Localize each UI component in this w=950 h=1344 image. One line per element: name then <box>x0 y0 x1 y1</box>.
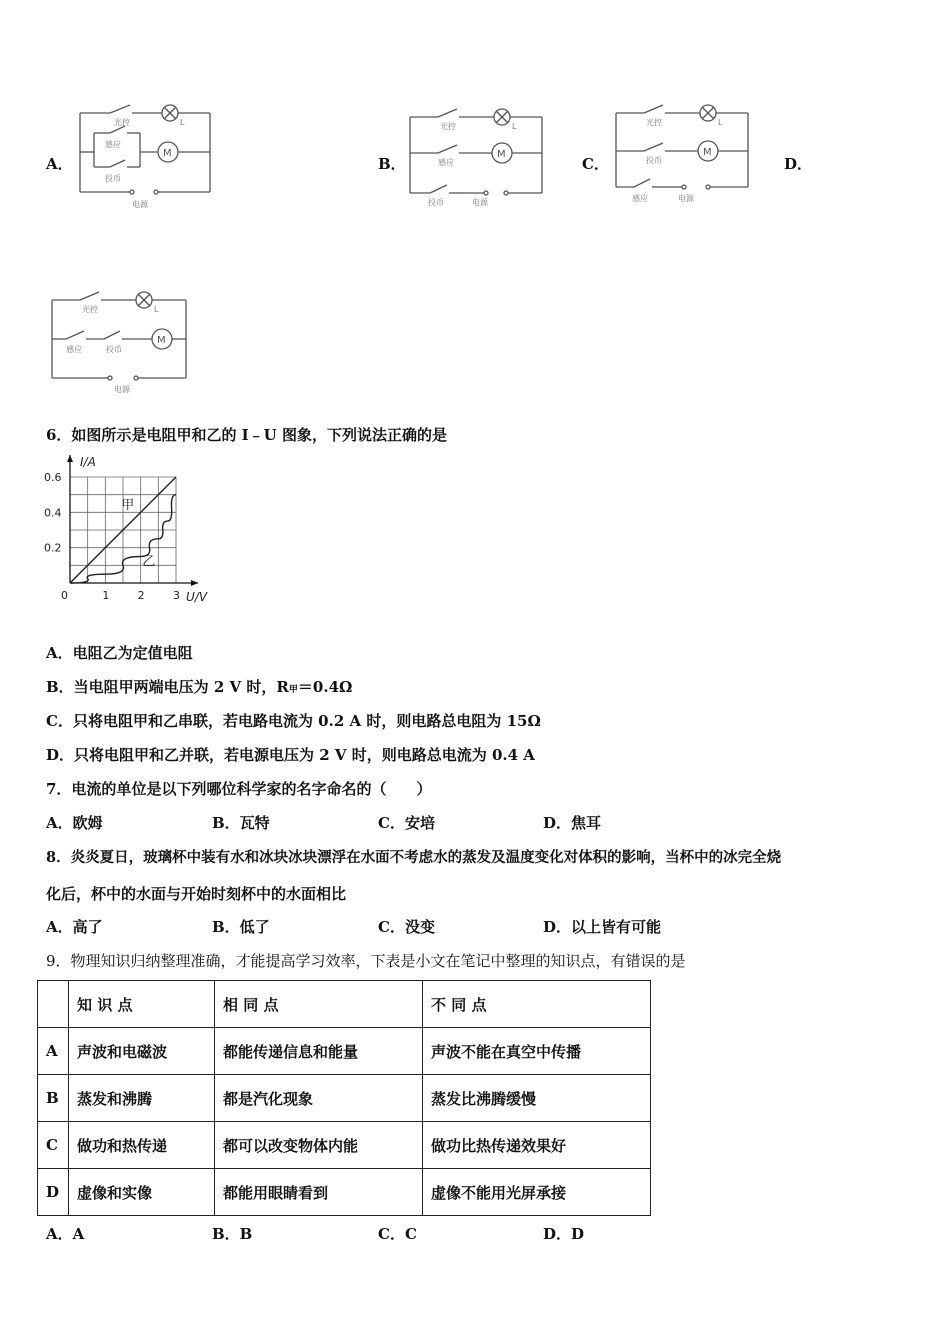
table-cell: D <box>38 1169 69 1216</box>
q5c-sense-label: 感应 <box>632 194 648 203</box>
q6-option-b-sub: 甲 <box>288 685 298 695</box>
y-axis-label: I/A <box>80 455 96 469</box>
q8-option-d: D．以上皆有可能 <box>543 918 662 936</box>
q8-stem-line1: 8．炎炎夏日，玻璃杯中装有水和冰块冰块漂浮在水面不考虑水的蒸发及温度变化对体积的影响，当杯中的冰完全烧 <box>46 849 782 866</box>
table-cell: 声波不能在真空中传播 <box>423 1028 651 1075</box>
q5-option-a-label: A． <box>46 155 73 173</box>
table-cell: 虚像不能用光屏承接 <box>423 1169 651 1216</box>
q5b-sense-label: 感应 <box>438 158 454 167</box>
q5d-light-label: 光控 <box>82 305 98 314</box>
q5c-light-label: 光控 <box>646 118 662 127</box>
q5b-light-label: 光控 <box>440 122 456 131</box>
q5a-power-label: 电源 <box>132 200 148 209</box>
y-axis-arrow <box>67 455 73 462</box>
q7-option-d: D．焦耳 <box>543 814 602 832</box>
q8-option-b: B．低了 <box>212 918 270 936</box>
q5-circuit-c <box>608 95 758 210</box>
q5d-motor-label: M <box>157 335 166 346</box>
q5a-sense-label: 感应 <box>105 140 121 149</box>
q9-option-d: D．D <box>543 1225 585 1243</box>
x-tick-label: 3 <box>173 589 180 602</box>
y-tick-label: 0.4 <box>44 506 62 520</box>
q9-option-c: C．C <box>378 1225 417 1243</box>
q5d-coin-label: 投币 <box>106 345 122 354</box>
q8-option-c: C．没变 <box>378 918 435 936</box>
q5a-coin-label: 投币 <box>105 174 121 183</box>
series-label-jia: 甲 <box>121 497 135 513</box>
x-tick-label: 2 <box>137 589 145 602</box>
table-cell: 都能传递信息和能量 <box>215 1028 423 1075</box>
iu-chart <box>40 452 220 612</box>
table-cell: C <box>38 1122 69 1169</box>
q5a-light-label: 光控 <box>114 118 130 127</box>
chart-ticks <box>44 471 180 602</box>
table-header-cell: 相 同 点 <box>215 981 423 1028</box>
q7-option-b: B．瓦特 <box>212 814 270 832</box>
q5-circuit-a <box>70 95 220 210</box>
knowledge-table <box>37 980 651 1216</box>
table-cell: 都是汽化现象 <box>215 1075 423 1122</box>
table-cell: 做功和热传递 <box>69 1122 215 1169</box>
q5-circuit-d <box>44 288 204 398</box>
table-row <box>38 1169 651 1216</box>
table-header-cell <box>38 981 69 1028</box>
q5a-lamp-label: L <box>180 118 185 127</box>
table-row <box>38 1122 651 1169</box>
table-cell: 声波和电磁波 <box>69 1028 215 1075</box>
table-header-row <box>38 981 651 1028</box>
q5b-power-label: 电源 <box>472 198 488 207</box>
x-axis-arrow <box>191 580 198 586</box>
q5d-power-label: 电源 <box>114 385 130 394</box>
q8-stem-line2: 化后，杯中的水面与开始时刻杯中的水面相比 <box>46 885 347 903</box>
q7-stem: 7．电流的单位是以下列哪位科学家的名字命名的（ ） <box>46 780 432 798</box>
q5c-motor-label: M <box>703 147 712 158</box>
x-tick-label: 1 <box>102 589 110 602</box>
q5-option-d-label: D． <box>784 155 813 173</box>
q5d-sense-label: 感应 <box>66 345 82 354</box>
y-tick-label: 0.6 <box>44 471 62 484</box>
q7-option-c: C．安培 <box>378 814 435 832</box>
table-row <box>38 1028 651 1075</box>
q6-option-a: A．电阻乙为定值电阻 <box>46 644 193 662</box>
table-header-cell: 不 同 点 <box>423 981 651 1028</box>
table-cell: 做功比热传递效果好 <box>423 1122 651 1169</box>
y-tick-label: 0.2 <box>44 541 62 555</box>
table-cell: 虚像和实像 <box>69 1169 215 1216</box>
x-tick-label: 0 <box>61 589 68 602</box>
q6-option-b-end: ＝0.4Ω <box>297 678 353 696</box>
q6-option-b <box>46 676 352 697</box>
table-cell: A <box>38 1028 69 1075</box>
q6-option-c: C．只将电阻甲和乙串联，若电路电流为 0.2 A 时，则电路总电阻为 15Ω <box>46 712 541 730</box>
q6-stem: 6．如图所示是电阻甲和乙的 I﹣U 图象，下列说法正确的是 <box>46 426 447 444</box>
series-label-yi: 乙 <box>142 554 156 570</box>
q6-option-b-text: B．当电阻甲两端电压为 2 V 时，R <box>46 678 289 696</box>
q5c-lamp-label: L <box>718 118 723 127</box>
table-row <box>38 1075 651 1122</box>
q5b-motor-label: M <box>497 149 506 160</box>
q5b-coin-label: 投币 <box>428 198 444 207</box>
q5c-coin-label: 投币 <box>646 156 662 165</box>
q6-option-d: D．只将电阻甲和乙并联，若电源电压为 2 V 时，则电路总电流为 0.4 A <box>46 746 535 764</box>
q5-option-b-label: B． <box>378 155 406 173</box>
q5d-lamp-label: L <box>154 305 159 314</box>
q9-stem: 9．物理知识归纳整理准确，才能提高学习效率，下表是小文在笔记中整理的知识点，有错误的是 <box>46 952 686 970</box>
table-cell: 都可以改变物体内能 <box>215 1122 423 1169</box>
table-header-cell: 知 识 点 <box>69 981 215 1028</box>
table-cell: 都能用眼睛看到 <box>215 1169 423 1216</box>
table-cell: B <box>38 1075 69 1122</box>
x-axis-label: U/V <box>186 590 208 604</box>
q7-option-a: A．欧姆 <box>46 814 103 832</box>
table-cell: 蒸发和沸腾 <box>69 1075 215 1122</box>
q9-option-b: B．B <box>212 1225 253 1243</box>
q5-circuit-b <box>402 95 552 210</box>
q5a-motor-label: M <box>163 148 172 159</box>
q5b-lamp-label: L <box>512 122 517 131</box>
q5c-power-label: 电源 <box>678 194 694 203</box>
q8-option-a: A．高了 <box>46 918 103 936</box>
table-cell: 蒸发比沸腾缓慢 <box>423 1075 651 1122</box>
q5-option-c-label: C． <box>582 155 609 173</box>
q9-option-a: A．A <box>46 1225 85 1243</box>
